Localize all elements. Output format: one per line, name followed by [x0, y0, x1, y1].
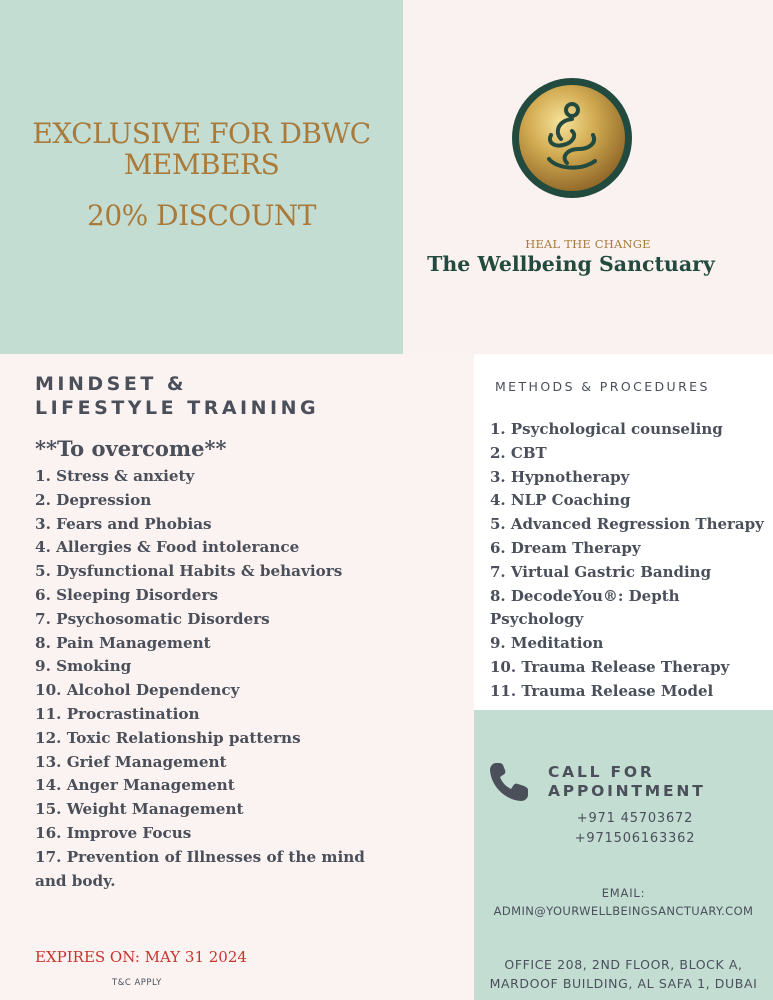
discount-text: 20% DISCOUNT [87, 199, 316, 232]
address-line2: MARDOOF BUILDING, AL SAFA 1, DUBAI [489, 976, 758, 991]
list-item: 2. CBT [490, 443, 547, 462]
list-item: 3. Hypnotherapy [490, 467, 630, 486]
promo-headline-line2: MEMBERS [123, 148, 280, 181]
list-item: 5. Dysfunctional Habits & behaviors [35, 562, 343, 581]
call-title-line2: APPOINTMENT [548, 782, 706, 800]
terms-note: T&C APPLY [112, 978, 162, 988]
list-item: 10. Alcohol Dependency [35, 681, 240, 700]
issues-list [35, 465, 375, 893]
list-item: 4. NLP Coaching [490, 491, 631, 510]
promo-headline-line1: EXCLUSIVE FOR DBWC [32, 117, 371, 150]
methods-list [490, 418, 773, 704]
list-item: 8. DecodeYou®: Depth Psychology [490, 586, 680, 629]
list-item: 7. Psychosomatic Disorders [35, 609, 270, 628]
meditation-figure-logo [511, 77, 633, 199]
list-item: 6. Sleeping Disorders [35, 585, 218, 604]
list-item: 5. Advanced Regression Therapy [490, 515, 764, 534]
call-for-appointment-heading [548, 763, 706, 801]
email-address[interactable]: ADMIN@YOURWELLBEINGSANCTUARY.COM [493, 904, 754, 918]
list-item: 13. Grief Management [35, 752, 227, 771]
list-item: 6. Dream Therapy [490, 538, 641, 557]
list-item: 11. Trauma Release Model [490, 681, 714, 700]
brand-tagline: HEAL THE CHANGE [525, 237, 651, 251]
list-item: 7. Virtual Gastric Banding [490, 562, 712, 581]
overcome-subtitle: **To overcome** [35, 436, 227, 461]
list-item: 4. Allergies & Food intolerance [35, 538, 300, 557]
list-item: 17. Prevention of Illnesses of the mind and body. [35, 847, 365, 890]
mindset-title-line2: LIFESTYLE TRAINING [35, 397, 320, 419]
list-item: 1. Psychological counseling [490, 420, 723, 438]
list-item: 10. Trauma Release Therapy [490, 657, 730, 676]
call-title-line1: CALL FOR [548, 763, 655, 781]
promo-headline [0, 118, 403, 180]
brand-name: The Wellbeing Sanctuary [427, 252, 715, 276]
list-item: 1. Stress & anxiety [35, 467, 195, 485]
list-item: 2. Depression [35, 490, 152, 509]
phone-number-landline[interactable]: +971 45703672 [576, 811, 694, 826]
list-item: 12. Toxic Relationship patterns [35, 728, 301, 747]
list-item: 16. Improve Focus [35, 823, 192, 842]
phone-number-mobile[interactable]: +971506163362 [574, 831, 696, 846]
list-item: 9. Meditation [490, 634, 604, 653]
list-item: 11. Procrastination [35, 704, 200, 723]
expiry-notice: EXPIRES ON: MAY 31 2024 [35, 948, 247, 966]
address-line1: OFFICE 208, 2ND FLOOR, BLOCK A, [504, 957, 743, 972]
list-item: 9. Smoking [35, 657, 132, 676]
email-label: EMAIL: [601, 886, 646, 900]
mindset-section-title [35, 372, 319, 420]
list-item: 3. Fears and Phobias [35, 514, 212, 533]
list-item: 14. Anger Management [35, 776, 235, 795]
list-item: 8. Pain Management [35, 633, 211, 652]
mindset-title-line1: MINDSET & [35, 373, 187, 395]
list-item: 15. Weight Management [35, 800, 244, 819]
methods-section-title: METHODS & PROCEDURES [495, 379, 710, 394]
phone-icon [487, 760, 531, 804]
